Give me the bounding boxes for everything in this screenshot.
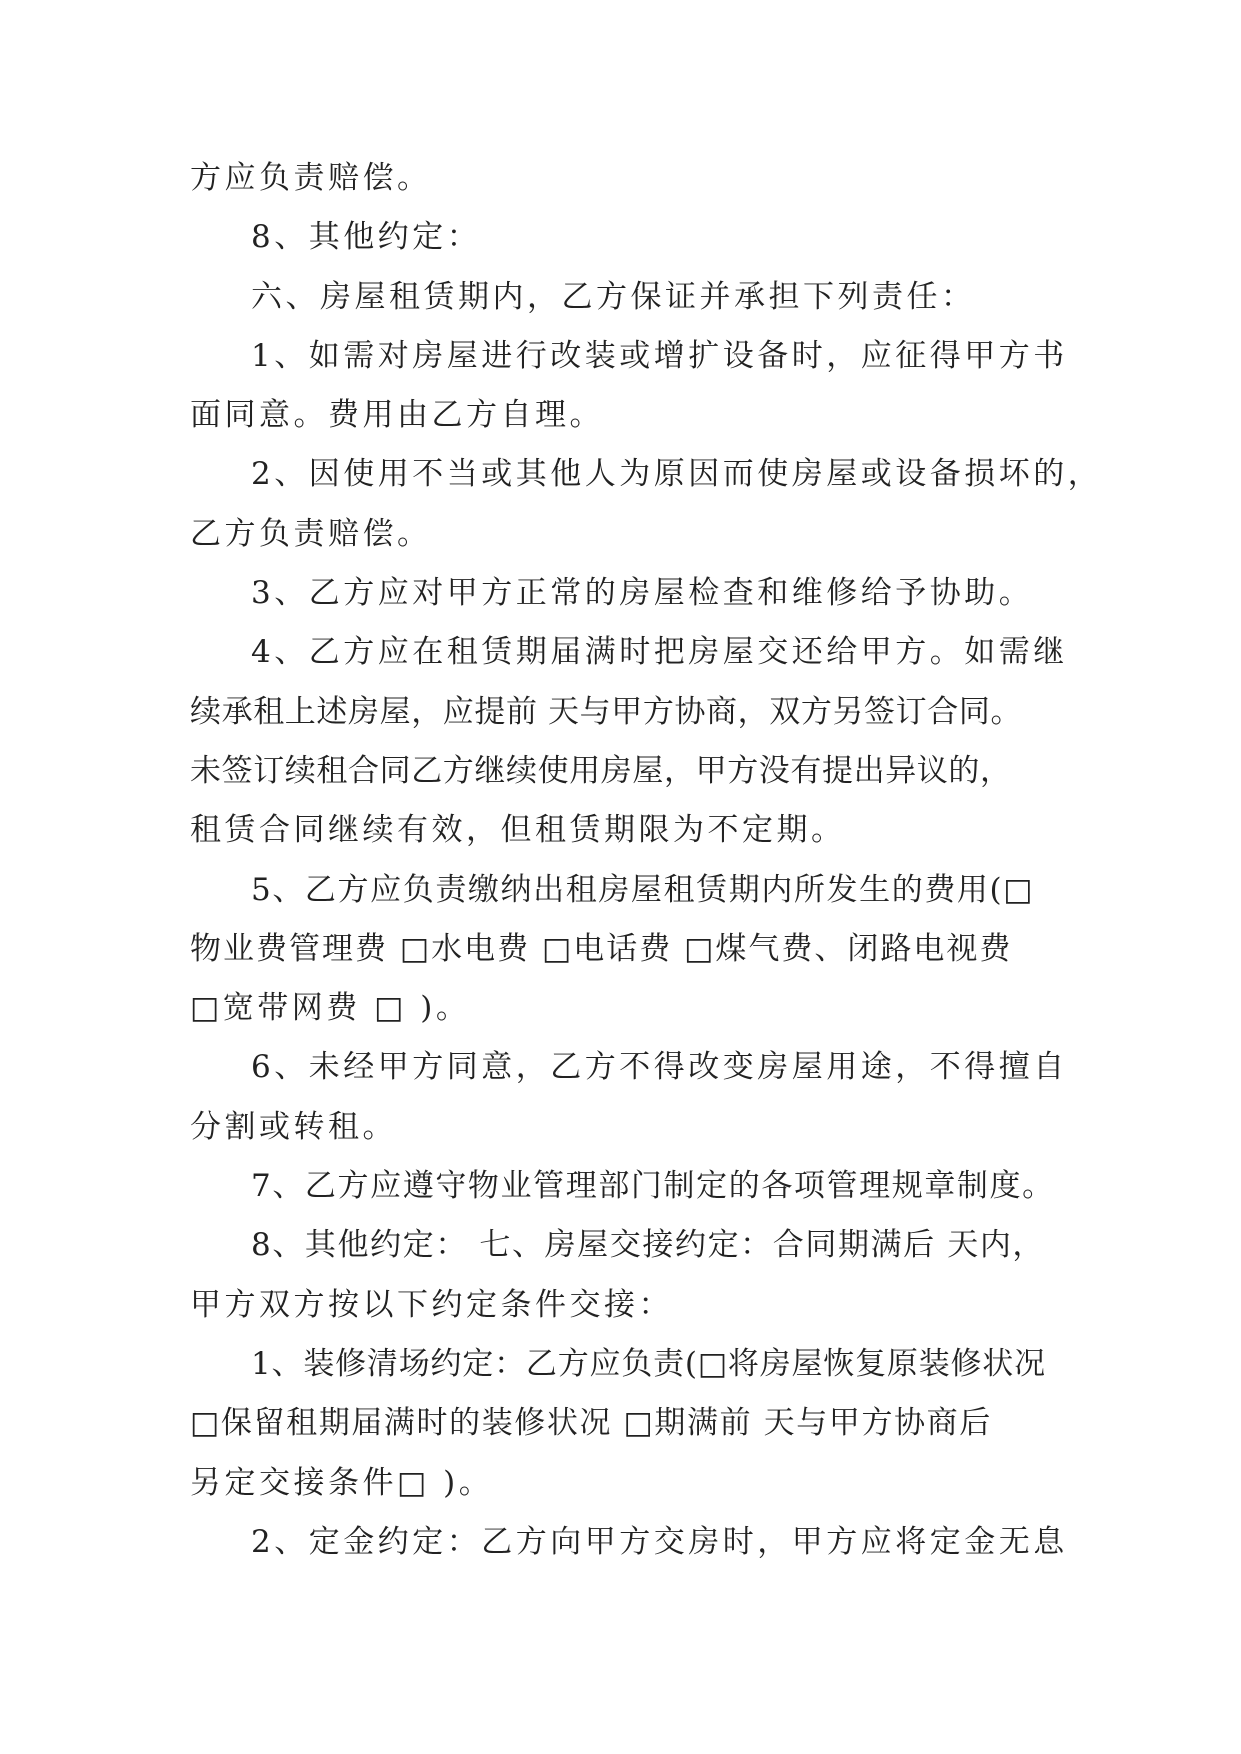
text-line: 8、其他约定： [251, 219, 482, 256]
text-line: 2、因使用不当或其他人为原因而使房屋或设备损坏的， [251, 456, 1103, 493]
text-line: 1、如需对房屋进行改装或增扩设备时，应征得甲方书 [251, 337, 1068, 374]
text-line: 2、定金约定：乙方向甲方交房时，甲方应将定金无息 [251, 1523, 1068, 1560]
text-line: 4、乙方应在租赁期届满时把房屋交还给甲方。如需继 [251, 634, 1068, 671]
text-line: 3、乙方应对甲方正常的房屋检查和维修给予协助。 [251, 575, 1034, 612]
document-body [190, 158, 1103, 1581]
text-line: □宽带网费 □ )。 [190, 990, 471, 1027]
text-line: 方应负责赔偿。 [190, 160, 432, 196]
text-line: 续承租上述房屋，应提前 天与甲方协商，双方另签订合同。 [190, 693, 1023, 730]
section-heading: 六、房屋租赁期内，乙方保证并承担下列责任： [251, 278, 976, 315]
text-line: 7、乙方应遵守物业管理部门制定的各项管理规章制度。 [251, 1168, 1055, 1205]
text-line: 租赁合同继续有效，但租赁期限为不定期。 [190, 812, 846, 849]
text-line: 另定交接条件□ )。 [190, 1464, 494, 1501]
text-line: 6、未经甲方同意，乙方不得改变房屋用途，不得擅自 [251, 1049, 1068, 1086]
text-line: 甲方双方按以下约定条件交接： [190, 1286, 673, 1323]
text-line: 1、装修清场约定：乙方应负责(□将房屋恢复原装修状况 [251, 1345, 1046, 1382]
text-line: 面同意。费用由乙方自理。 [190, 397, 604, 434]
text-line: 未签订续租合同乙方继续使用房屋，甲方没有提出异议的， [190, 752, 1012, 789]
text-line: 分割或转租。 [190, 1108, 397, 1145]
text-line: 物业费管理费 □水电费 □电话费 □煤气费、闭路电视费 [190, 930, 1013, 967]
text-line: 5、乙方应负责缴纳出租房屋租赁期内所发生的费用(□ [251, 871, 1035, 908]
section-heading: 8、其他约定： 七、房屋交接约定：合同期满后 天内， [251, 1227, 1046, 1264]
text-line: 乙方负责赔偿。 [190, 515, 432, 552]
text-line: □保留租期届满时的装修状况 □期满前 天与甲方协商后 [190, 1405, 992, 1442]
